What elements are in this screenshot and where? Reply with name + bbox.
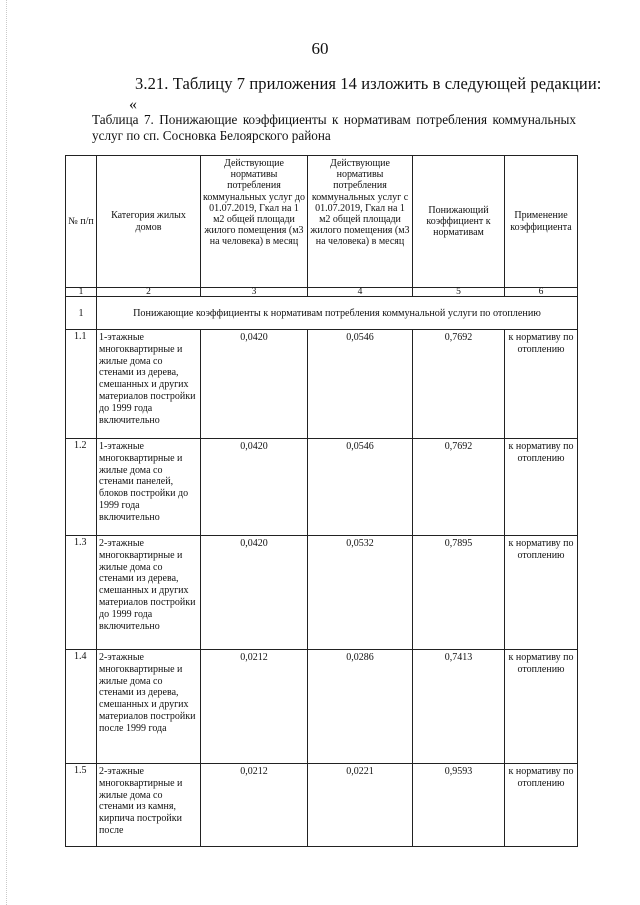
row-number: 1.1 bbox=[66, 330, 97, 439]
row-coefficient: 0,7692 bbox=[413, 330, 505, 439]
table-row bbox=[66, 764, 578, 847]
row-norm-before: 0,0212 bbox=[201, 650, 308, 764]
column-number: 4 bbox=[308, 288, 413, 297]
row-coefficient: 0,9593 bbox=[413, 764, 505, 847]
column-number-row bbox=[66, 288, 578, 297]
column-number: 2 bbox=[97, 288, 201, 297]
row-norm-after: 0,0221 bbox=[308, 764, 413, 847]
section-row bbox=[66, 297, 578, 330]
row-number: 1.3 bbox=[66, 536, 97, 650]
row-norm-after: 0,0546 bbox=[308, 439, 413, 536]
row-category: 2-этажные многоквартирные и жилые дома со стенами из камня, кирпича постройки после bbox=[97, 764, 201, 847]
row-category: 2-этажные многоквартирные и жилые дома со стенами из дерева, смешанных и других материалов постройки до 1999 года включительно bbox=[97, 536, 201, 650]
coefficients-table bbox=[65, 155, 578, 847]
page-edge-line bbox=[6, 0, 7, 905]
row-category: 2-этажные многоквартирные и жилые дома со стенами из дерева, смешанных и других материалов постройки после 1999 года bbox=[97, 650, 201, 764]
row-norm-before: 0,0212 bbox=[201, 764, 308, 847]
header-coefficient: Понижающий коэффициент к нормативам bbox=[413, 156, 505, 288]
table-header-row bbox=[66, 156, 578, 288]
header-category: Категория жилых домов bbox=[97, 156, 201, 288]
row-norm-before: 0,0420 bbox=[201, 330, 308, 439]
row-number: 1.2 bbox=[66, 439, 97, 536]
column-number: 1 bbox=[66, 288, 97, 297]
row-coefficient: 0,7692 bbox=[413, 439, 505, 536]
row-coefficient: 0,7895 bbox=[413, 536, 505, 650]
table-row bbox=[66, 330, 578, 439]
header-row-number: № п/п bbox=[66, 156, 97, 288]
row-norm-after: 0,0532 bbox=[308, 536, 413, 650]
section-number: 1 bbox=[66, 297, 97, 330]
row-application: к нормативу по отоплению bbox=[505, 536, 578, 650]
section-heading: 3.21. Таблицу 7 приложения 14 изложить в следующей редакции: bbox=[135, 74, 602, 93]
row-number: 1.4 bbox=[66, 650, 97, 764]
table-caption: Таблица 7. Понижающие коэффициенты к нормативам потребления коммунальных услуг по сп. Сосновка Белоярского района bbox=[92, 112, 576, 143]
row-application: к нормативу по отоплению bbox=[505, 330, 578, 439]
table-row bbox=[66, 650, 578, 764]
row-norm-after: 0,0286 bbox=[308, 650, 413, 764]
row-application: к нормативу по отоплению bbox=[505, 439, 578, 536]
row-application: к нормативу по отоплению bbox=[505, 650, 578, 764]
row-application: к нормативу по отоплению bbox=[505, 764, 578, 847]
row-norm-before: 0,0420 bbox=[201, 439, 308, 536]
row-category: 1-этажные многоквартирные и жилые дома со стенами из дерева, смешанных и других материалов постройки до 1999 года включительно bbox=[97, 330, 201, 439]
row-norm-before: 0,0420 bbox=[201, 536, 308, 650]
page-number: 60 bbox=[311, 39, 329, 58]
column-number: 6 bbox=[505, 288, 578, 297]
opening-quote-mark: « bbox=[129, 96, 137, 113]
column-number: 5 bbox=[413, 288, 505, 297]
header-norm-before: Действующие нормативы потребления коммунальных услуг до 01.07.2019, Гкал на 1 м2 общей площади жилого помещения (м3 на человека) в месяц bbox=[201, 156, 308, 288]
row-category: 1-этажные многоквартирные и жилые дома со стенами панелей, блоков постройки до 1999 года включительно bbox=[97, 439, 201, 536]
header-application: Применение коэффициента bbox=[505, 156, 578, 288]
row-norm-after: 0,0546 bbox=[308, 330, 413, 439]
row-coefficient: 0,7413 bbox=[413, 650, 505, 764]
table-row bbox=[66, 536, 578, 650]
column-number: 3 bbox=[201, 288, 308, 297]
table-row bbox=[66, 439, 578, 536]
header-norm-after: Действующие нормативы потребления коммунальных услуг с 01.07.2019, Гкал на 1 м2 общей площади жилого помещения (м3 на человека) в месяц bbox=[308, 156, 413, 288]
row-number: 1.5 bbox=[66, 764, 97, 847]
section-title: Понижающие коэффициенты к нормативам потребления коммунальной услуги по отоплению bbox=[97, 297, 578, 330]
